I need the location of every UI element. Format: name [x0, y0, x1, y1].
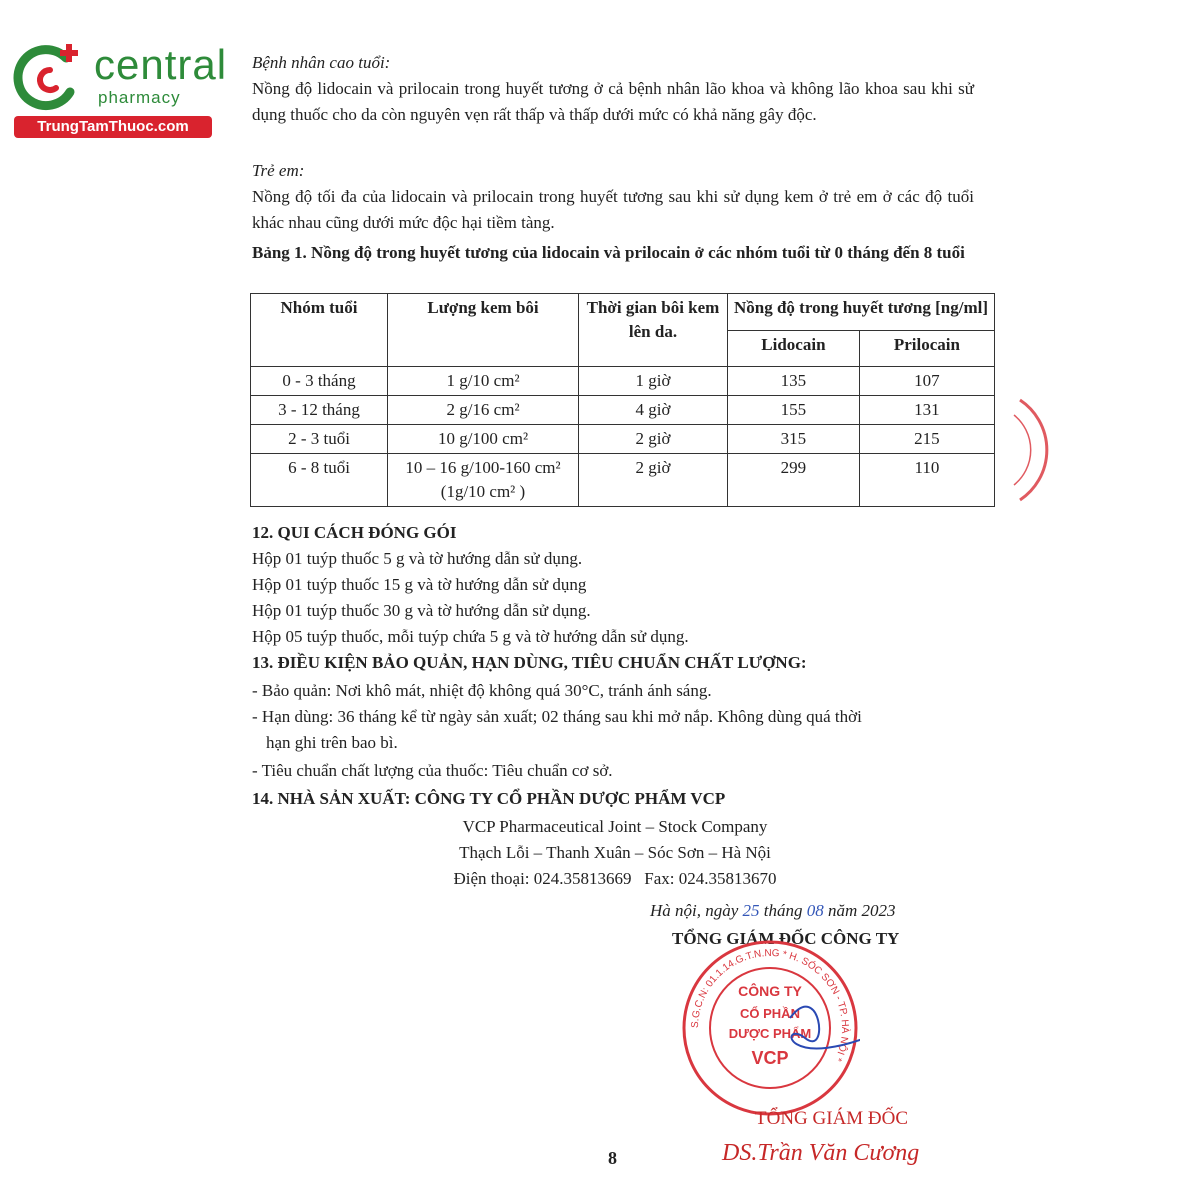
cell-amount-line2: (1g/10 cm² ) — [440, 482, 526, 501]
stamp-line2: CỔ PHẦN — [740, 1006, 800, 1021]
packaging-item: Hộp 01 tuýp thuốc 15 g và tờ hướng dẫn sử dụng — [252, 575, 587, 594]
children-heading: Trẻ em: — [252, 161, 305, 180]
manufacturer-heading: 14. NHÀ SẢN XUẤT: CÔNG TY CỔ PHẦN DƯỢC PHẨM VCP — [252, 789, 726, 808]
edge-stamp-icon — [1010, 395, 1060, 505]
table-row — [251, 425, 995, 454]
cell-time: 4 giờ — [579, 396, 728, 425]
date-month-label: tháng — [763, 901, 803, 920]
cell-lidocain: 135 — [728, 367, 860, 396]
table-row — [251, 367, 995, 396]
storage-item-cont: hạn ghi trên bao bì. — [266, 733, 398, 752]
page-number: 8 — [608, 1148, 617, 1168]
company-stamp-icon — [680, 938, 860, 1118]
children-text: Nồng độ tối đa của lidocain và prilocain trong huyết tương sau khi sử dụng kem ở trẻ em ở các độ tuổi khác nhau cũng dưới mức độc hại tiềm tàng. — [252, 187, 974, 232]
manufacturer-address: Thạch Lỗi – Thanh Xuân – Sóc Sơn – Hà Nội — [459, 843, 771, 862]
table-row — [251, 396, 995, 425]
cell-amount: 1 g/10 cm² — [388, 367, 579, 396]
cell-amount: 10 g/100 cm² — [388, 425, 579, 454]
date-prefix: Hà nội, ngày — [650, 901, 739, 920]
stamp-line1: CÔNG TY — [738, 983, 802, 999]
signature-date — [650, 898, 896, 924]
red-director-title: TỔNG GIÁM ĐỐC — [755, 1108, 909, 1129]
cell-time: 2 giờ — [579, 454, 728, 507]
central-pharmacy-logo-icon — [10, 36, 90, 116]
table-row — [251, 454, 995, 507]
elderly-heading: Bệnh nhân cao tuổi: — [252, 53, 391, 72]
cell-lidocain: 299 — [728, 454, 860, 507]
date-month: 08 — [806, 901, 824, 920]
cell-prilocain: 131 — [859, 396, 994, 425]
cell-age: 2 - 3 tuổi — [251, 425, 388, 454]
signature-title: TỔNG GIÁM ĐỐC CÔNG TY — [672, 929, 900, 948]
cell-amount-line1: 10 – 16 g/100-160 cm² — [405, 458, 561, 477]
header-time: Thời gian bôi kem lên da. — [579, 294, 728, 367]
elderly-text: Nồng độ lidocain và prilocain trong huyết tương ở cả bệnh nhân lão khoa và không lão khoa sau khi sử dụng thuốc cho da còn nguyên vẹn rất thấp và thấp dưới mức có khả năng gây độc. — [252, 79, 974, 124]
cell-age: 0 - 3 tháng — [251, 367, 388, 396]
storage-item: - Bảo quản: Nơi khô mát, nhiệt độ không quá 30°C, tránh ánh sáng. — [252, 681, 712, 700]
table-caption: Bảng 1. Nồng độ trong huyết tương của lidocain và prilocain ở các nhóm tuổi từ 0 tháng đến 8 tuổi — [252, 243, 965, 262]
storage-item: - Hạn dùng: 36 tháng kể từ ngày sản xuất; 02 tháng sau khi mở nắp. Không dùng quá thời — [252, 707, 862, 726]
header-prilocain: Prilocain — [859, 330, 994, 367]
cell-age: 6 - 8 tuổi — [251, 454, 388, 507]
packaging-heading: 12. QUI CÁCH ĐÓNG GÓI — [252, 523, 457, 542]
header-lidocain: Lidocain — [728, 330, 860, 367]
cell-time: 1 giờ — [579, 367, 728, 396]
stamp-line3: DƯỢC PHẨM — [728, 1026, 812, 1041]
manufacturer-name-en: VCP Pharmaceutical Joint – Stock Company — [462, 817, 768, 836]
brand-url[interactable]: TrungTamThuoc.com — [14, 116, 212, 138]
cell-prilocain: 110 — [859, 454, 994, 507]
header-age: Nhóm tuổi — [251, 294, 388, 367]
cell-lidocain: 315 — [728, 425, 860, 454]
cell-time: 2 giờ — [579, 425, 728, 454]
header-conc: Nồng độ trong huyết tương [ng/ml] — [728, 294, 995, 331]
manufacturer-phone: Điện thoại: 024.35813669 Fax: 024.35813670 — [453, 869, 777, 888]
storage-heading: 13. ĐIỀU KIỆN BẢO QUẢN, HẠN DÙNG, TIÊU CHUẨN CHẤT LƯỢNG: — [252, 653, 807, 672]
date-day: 25 — [742, 901, 760, 920]
cell-lidocain: 155 — [728, 396, 860, 425]
date-year: năm 2023 — [828, 901, 896, 920]
cell-prilocain: 107 — [859, 367, 994, 396]
cell-prilocain: 215 — [859, 425, 994, 454]
brand-name: central — [94, 41, 228, 88]
brand-sub: pharmacy — [98, 88, 181, 107]
stamp-ring-text: S.G.C.N: 01.1.14.G.T.N.NG * H. SÓC SƠN - TP. HÀ NỘI * — [689, 947, 851, 1063]
packaging-item: Hộp 01 tuýp thuốc 5 g và tờ hướng dẫn sử dụng. — [252, 549, 583, 568]
packaging-item: Hộp 05 tuýp thuốc, mỗi tuýp chứa 5 g và tờ hướng dẫn sử dụng. — [252, 627, 689, 646]
cell-amount: 2 g/16 cm² — [388, 396, 579, 425]
plasma-concentration-table — [250, 293, 995, 507]
cell-age: 3 - 12 tháng — [251, 396, 388, 425]
packaging-item: Hộp 01 tuýp thuốc 30 g và tờ hướng dẫn sử dụng. — [252, 601, 591, 620]
brand-logo — [10, 36, 228, 136]
red-director-name: DS.Trần Văn Cương — [722, 1140, 920, 1166]
cell-amount — [388, 454, 579, 507]
stamp-line4: VCP — [751, 1048, 789, 1068]
header-amount: Lượng kem bôi — [388, 294, 579, 367]
storage-item: - Tiêu chuẩn chất lượng của thuốc: Tiêu chuẩn cơ sở. — [252, 761, 613, 780]
